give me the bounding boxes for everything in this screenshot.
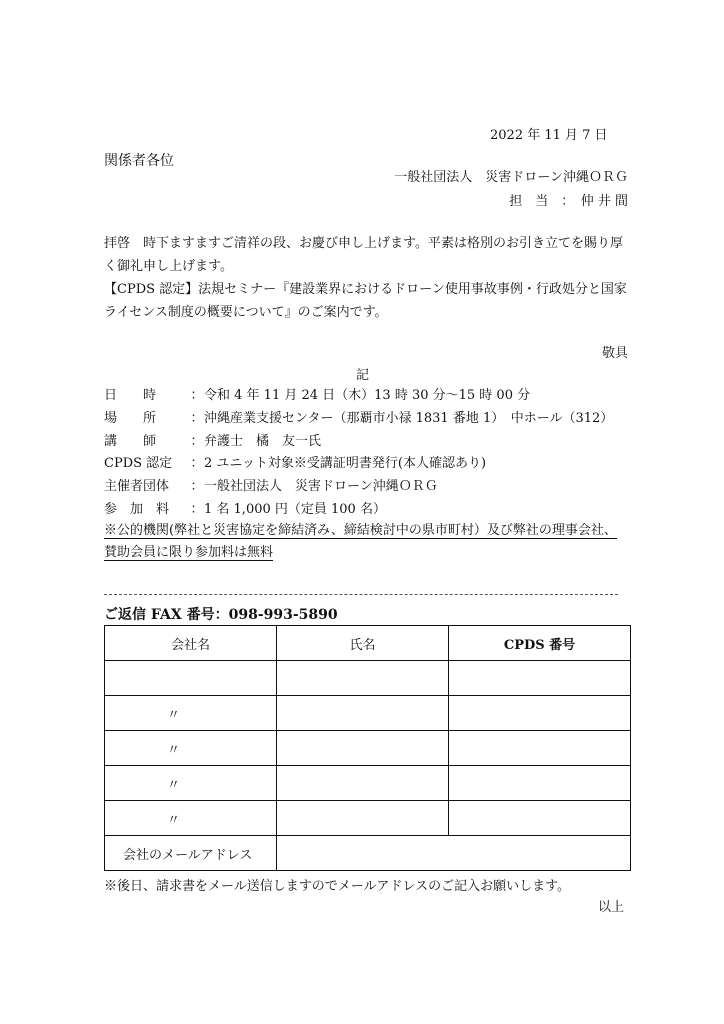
detail-row-fee xyxy=(104,499,644,522)
free-fee-note xyxy=(104,520,624,564)
detail-colon: ： xyxy=(190,501,204,517)
table-row xyxy=(105,731,631,766)
detail-label: 場 所 xyxy=(104,410,157,426)
detail-label: 主催者団体 xyxy=(104,479,170,495)
greeting-paragraph: 拝啓 時下ますますご清祥の段、お慶び申し上げます。平素は格別のお引き立てを賜り厚く御礼申し上げます。 xyxy=(104,236,623,274)
reply-form-table xyxy=(104,625,631,871)
cpds-cell[interactable] xyxy=(449,661,631,696)
detail-value: 令和 4 年 11 月 24 日（木）13 時 30 分～15 時 00 分 xyxy=(204,388,531,403)
header-person-name: 氏名 xyxy=(277,626,449,661)
recipient-line: 関係者各位 xyxy=(104,153,174,169)
table-row xyxy=(105,696,631,731)
cpds-cell[interactable] xyxy=(449,731,631,766)
detail-colon: ： xyxy=(190,388,204,403)
cpds-cell[interactable] xyxy=(449,801,631,836)
cpds-cell[interactable] xyxy=(449,696,631,731)
detail-value: 一般社団法人 災害ドローン沖縄ＯＲＧ xyxy=(204,479,438,495)
company-cell[interactable]: 〃 xyxy=(105,801,277,836)
cut-line-divider xyxy=(104,594,618,595)
end-mark: 以上 xyxy=(597,900,624,915)
note-line-2: 賛助会員に限り参加料は無料 xyxy=(104,545,274,560)
company-cell[interactable]: 〃 xyxy=(105,696,277,731)
detail-value: 弁護士 橘 友一氏 xyxy=(204,433,322,449)
name-cell[interactable] xyxy=(277,661,449,696)
table-row xyxy=(105,801,631,836)
detail-row-organizer xyxy=(104,476,644,499)
company-cell[interactable]: 〃 xyxy=(105,766,277,801)
detail-colon: ： xyxy=(190,456,204,472)
detail-row-datetime xyxy=(104,385,644,408)
ki-heading: 記 xyxy=(356,368,370,383)
sender-organization: 一般社団法人 災害ドローン沖縄ＯＲＧ xyxy=(394,170,628,185)
detail-label: 日 時 xyxy=(104,388,157,403)
detail-colon: ： xyxy=(190,479,204,495)
detail-value: 沖縄産業支援センター（那覇市小禄 1831 番地 1） 中ホール（312） xyxy=(204,410,614,426)
email-cell[interactable] xyxy=(277,836,631,871)
email-row xyxy=(105,836,631,871)
name-cell[interactable] xyxy=(277,766,449,801)
detail-label: 講 師 xyxy=(104,433,157,449)
email-label: 会社のメールアドレス xyxy=(105,836,277,871)
document-date: 2022 年 11 月 7 日 xyxy=(490,128,608,143)
announcement-paragraph: 【CPDS 認定】法規セミナー『建設業界におけるドローン使用事故事例・行政処分と国家ライセンス制度の概要について』のご案内です。 xyxy=(104,282,627,320)
detail-value: 1 名 1,000 円（定員 100 名） xyxy=(204,501,386,517)
contact-person: 担 当 ： 仲 井 間 xyxy=(509,194,628,209)
table-row xyxy=(105,661,631,696)
name-cell[interactable] xyxy=(277,731,449,766)
detail-row-cpds xyxy=(104,453,644,476)
fax-number-label: ご返信 FAX 番号：098-993-5890 xyxy=(104,607,338,623)
company-cell[interactable]: 〃 xyxy=(105,731,277,766)
table-row xyxy=(105,766,631,801)
cpds-cell[interactable] xyxy=(449,766,631,801)
table-header-row xyxy=(105,626,631,661)
invoice-footnote: ※後日、請求書をメール送信しますのでメールアドレスのご記入お願いします。 xyxy=(104,879,571,894)
detail-value: 2 ユニット対象※受講証明書発行(本人確認あり) xyxy=(204,456,487,472)
note-line-1: ※公的機関(弊社と災害協定を締結済み、締結検討中の県市町村）及び弊社の理事会社、 xyxy=(104,523,617,538)
event-details xyxy=(104,385,644,522)
closing-word: 敬具 xyxy=(601,346,628,361)
name-cell[interactable] xyxy=(277,696,449,731)
name-cell[interactable] xyxy=(277,801,449,836)
detail-colon: ： xyxy=(190,410,204,426)
detail-row-venue xyxy=(104,408,644,431)
detail-label: CPDS 認定 xyxy=(104,456,173,472)
header-cpds-number: CPDS 番号 xyxy=(449,626,631,661)
company-cell[interactable] xyxy=(105,661,277,696)
detail-row-lecturer xyxy=(104,431,644,454)
detail-colon: ： xyxy=(190,433,204,449)
header-company-name: 会社名 xyxy=(105,626,277,661)
detail-label: 参 加 料 xyxy=(104,501,170,517)
